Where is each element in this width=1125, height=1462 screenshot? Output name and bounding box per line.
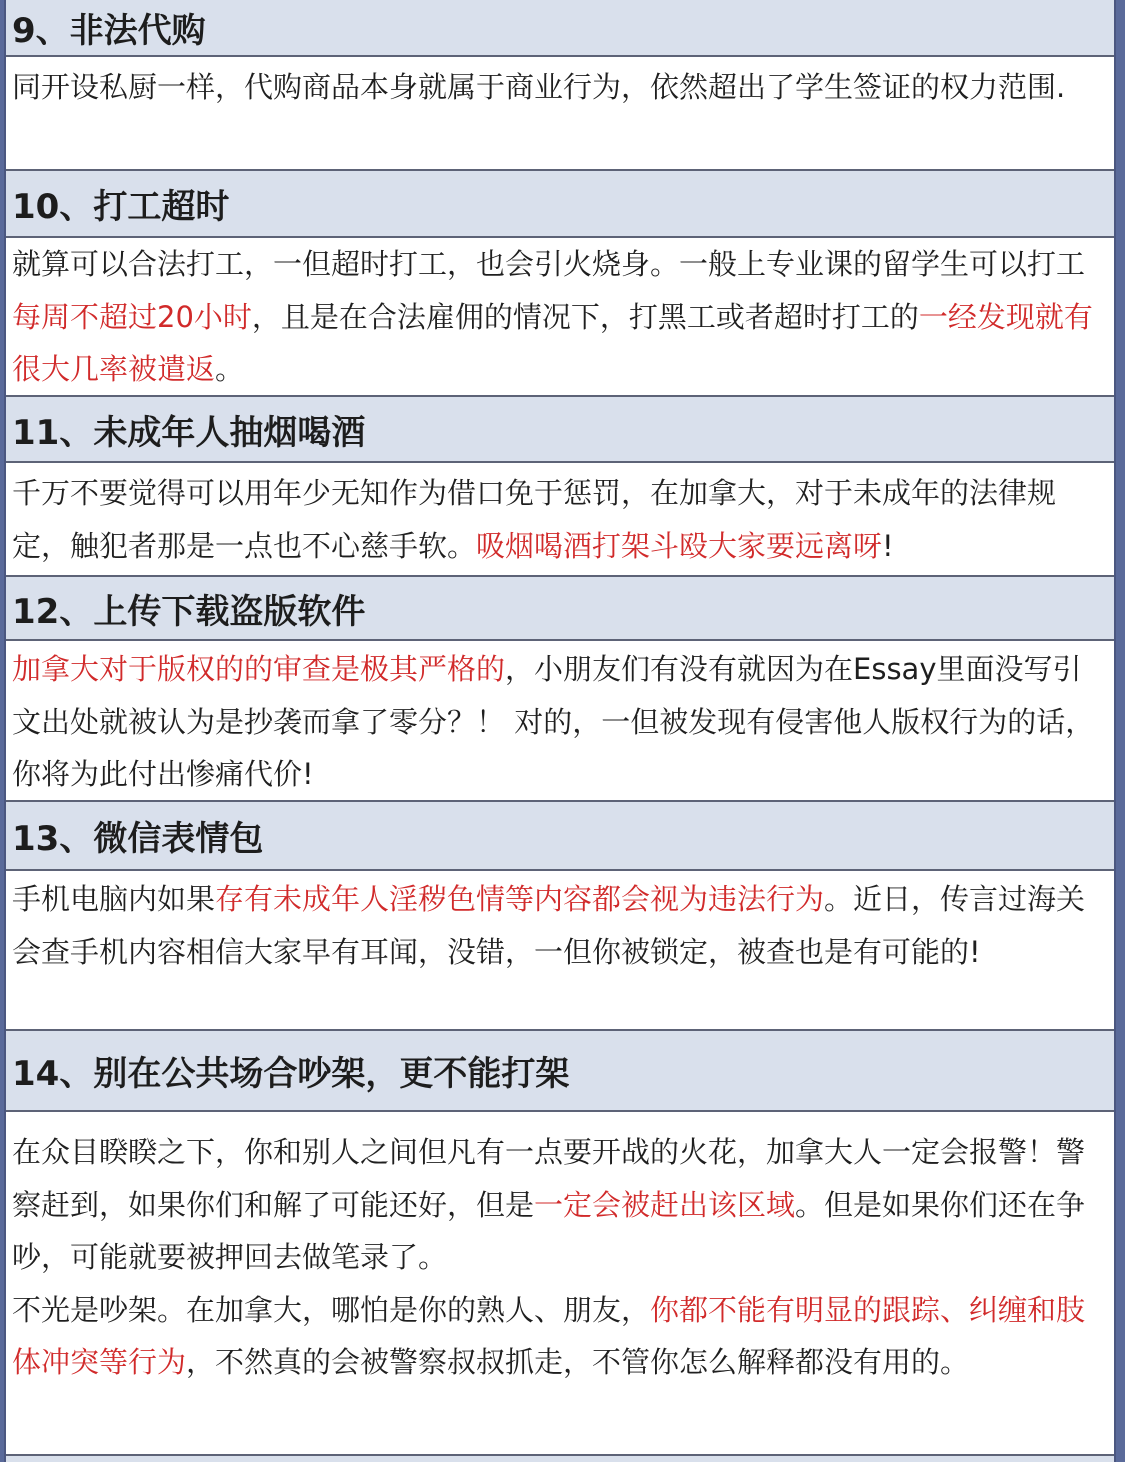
paragraph <box>12 643 1108 801</box>
section-14-body <box>6 1112 1114 1456</box>
text-run: ! <box>882 528 894 563</box>
paragraph <box>12 467 1108 572</box>
paragraph <box>12 238 1108 396</box>
section-14-heading <box>6 1031 1114 1112</box>
text-run: 。近日，传言过海关会查手机内容相信大家早有耳闻，没错，一但你被锁定，被查也是有可能的! <box>12 882 1086 969</box>
text-run: ，小朋友们有没有就因为在Essay里面没写引文出处就被认为是抄袭而拿了零分？！ 对的，一但被发现有侵害他人版权行为的话，你将为此付出惨痛代价! <box>12 652 1095 791</box>
highlight-text: 加拿大对于版权的的审查是极其严格的 <box>12 652 506 686</box>
text-run: 在众目睽睽之下，你和别人之间但凡有一点要开战的火花，加拿大人一定会报警！警察赶到，如果你们和解了可能还好，但是 <box>12 1135 1086 1222</box>
paragraph <box>12 1284 1108 1389</box>
section-title: 10、打工超时 <box>12 187 230 227</box>
text-run: 千万不要觉得可以用年少无知作为借口免于惩罚，在加拿大，对于未成年的法律规定，触犯者那是一点也不心慈手软。 <box>12 476 1057 563</box>
highlight-text: 存有未成年人淫秽色情等内容都会视为违法行为 <box>215 882 825 916</box>
text-run: 手机电脑内如果 <box>12 882 216 916</box>
text-run: 同开设私厨一样，代购商品本身就属于商业行为，依然超出了学生签证的权力范围. <box>12 70 1066 104</box>
highlight-text: 你都不能有明显的跟踪、纠缠和肢体冲突等行为 <box>12 1292 1086 1379</box>
section-11-heading <box>6 397 1114 463</box>
text-run: ，且是在合法雇佣的情况下，打黑工或者超时打工的 <box>251 299 919 334</box>
section-13-body <box>6 871 1114 1031</box>
section-title: 11、未成年人抽烟喝酒 <box>12 412 366 453</box>
paragraph <box>12 61 1108 114</box>
section-11-body <box>6 463 1114 577</box>
highlight-text: 一定会被赶出该区域 <box>534 1187 796 1222</box>
highlight-text: 每周不超过20小时 <box>12 299 252 334</box>
section-title: 14、别在公共场合吵架，更不能打架 <box>12 1054 570 1094</box>
text-run: ，不然真的会被警察叔叔抓走，不管你怎么解释都没有用的。 <box>186 1345 970 1379</box>
section-title: 13、微信表情包 <box>12 819 264 859</box>
section-10-heading <box>6 171 1114 238</box>
section-10-body <box>6 238 1114 397</box>
text-run: 。但是如果你们还在争吵，可能就要被押回去做笔录了。 <box>12 1187 1086 1274</box>
highlight-text: 一经发现就有很大几率被遣返 <box>12 299 1093 386</box>
section-9-heading <box>6 0 1114 57</box>
highlight-text: 吸烟喝酒打架斗殴大家要远离呀 <box>476 528 883 563</box>
section-title: 9、非法代购 <box>12 11 206 51</box>
section-13-heading <box>6 802 1114 871</box>
text-run: 不光是吵架。在加拿大，哪怕是你的熟人、朋友， <box>12 1292 651 1327</box>
paragraph <box>12 873 1108 978</box>
text-run: 。 <box>215 352 245 386</box>
paragraph <box>12 1126 1108 1284</box>
document-sheet <box>4 0 1116 1462</box>
section-title: 12、上传下载盗版软件 <box>12 591 366 632</box>
section-9-body <box>6 57 1114 171</box>
section-12-body <box>6 641 1114 802</box>
text-run: 就算可以合法打工，一但超时打工，也会引火烧身。一般上专业课的留学生可以打工 <box>12 247 1086 281</box>
next-section-strip <box>6 1456 1114 1462</box>
section-12-heading <box>6 577 1114 641</box>
